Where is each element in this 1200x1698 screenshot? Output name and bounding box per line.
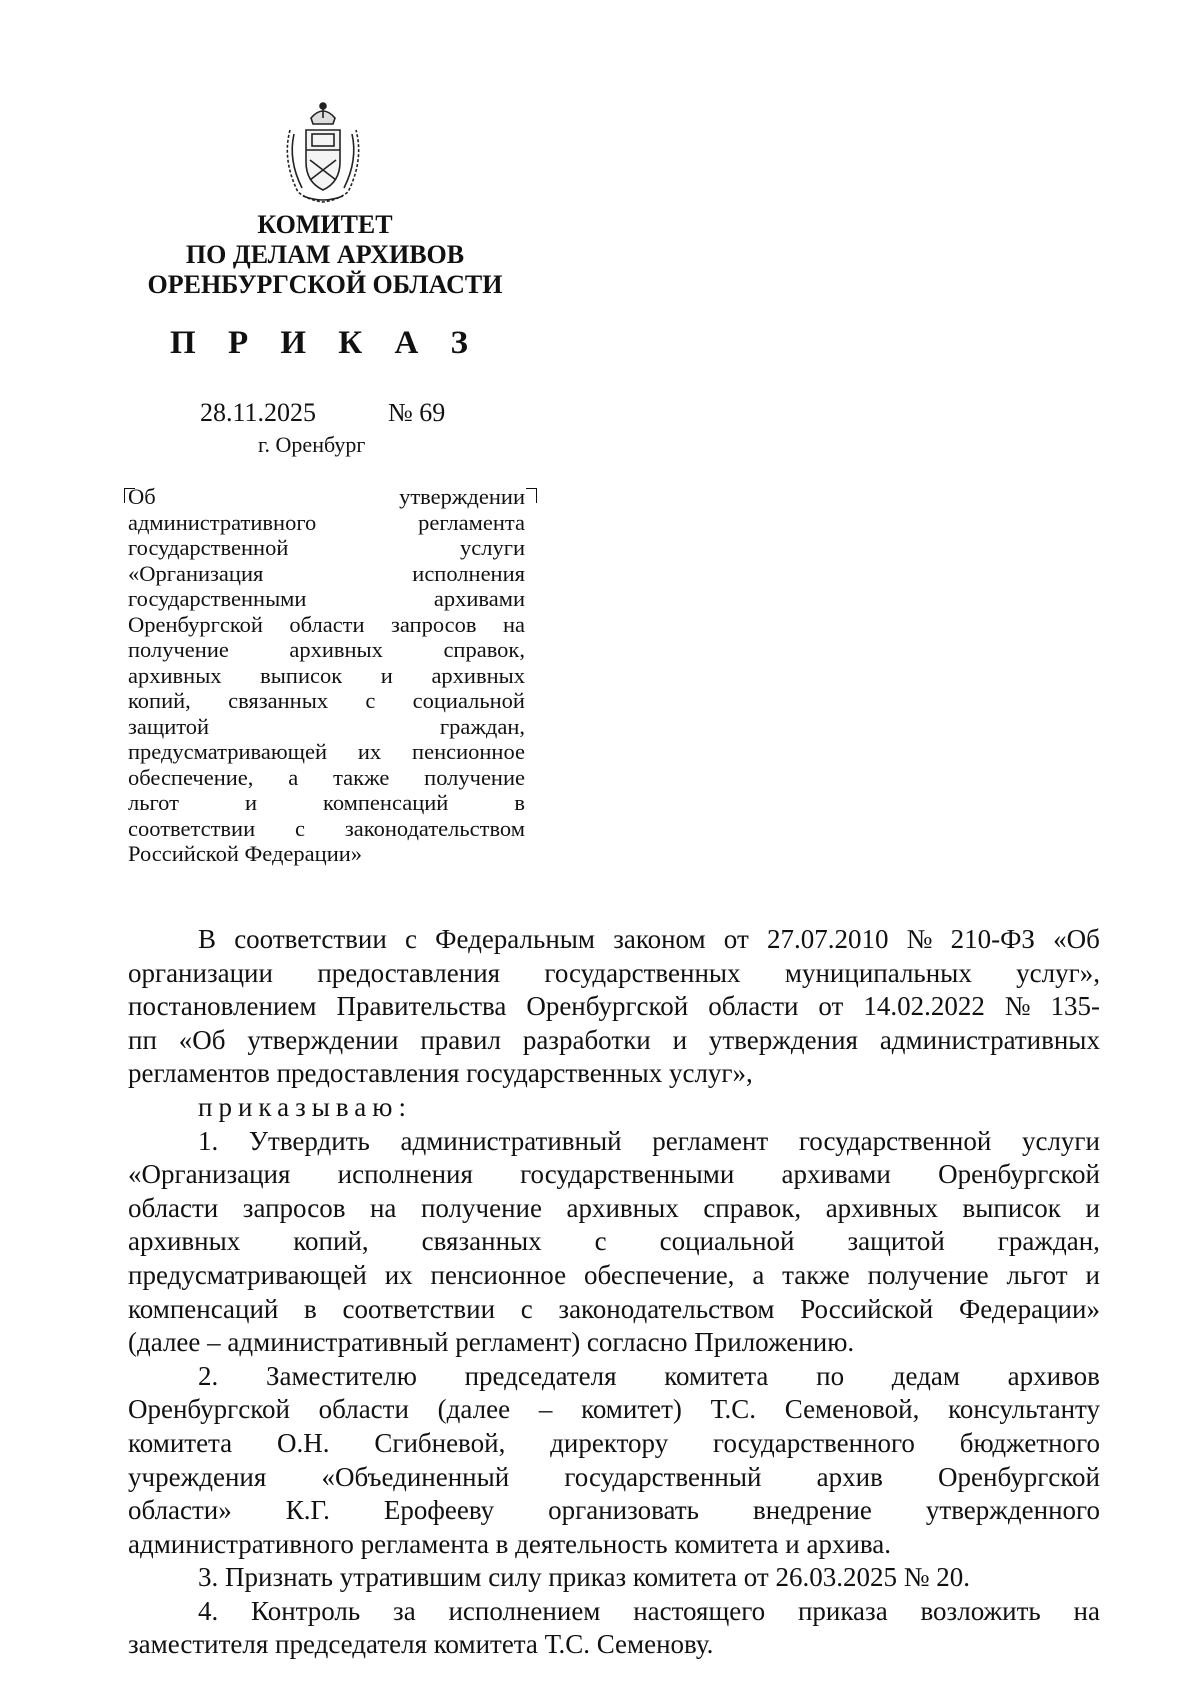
word: предусматривающей [128,739,328,764]
word: утверждении [399,484,525,509]
word: К.Г. [285,1495,330,1526]
word: получение [420,1192,542,1223]
word: государственной [128,535,289,560]
subject-bracket-right [526,488,537,503]
word: регламент [652,1125,769,1156]
word: 2. [198,1360,219,1391]
word: Оренбургской [938,1159,1100,1190]
word: 3. Признать утратившим силу приказ комитета от 26.03.2025 № 20. [198,1562,970,1593]
word: комитет) [581,1394,682,1425]
word: В [198,924,217,954]
body-line [128,1091,1100,1125]
body-line [128,1528,1100,1562]
word: законодательством [344,815,525,841]
word: обеспечение, [583,1259,735,1290]
word: архивных [128,1226,241,1257]
word: и [380,662,393,688]
word: Оренбургской [128,1394,290,1425]
word: их [384,1259,413,1290]
word: 1. [198,1125,219,1156]
subject-line [128,765,525,791]
word: области [318,1394,409,1425]
word: выписок [260,662,343,688]
word: административных [879,1024,1100,1055]
word: дедам [891,1360,960,1391]
word: за [393,1595,416,1626]
word: Сгибневой, [374,1427,506,1458]
word: пп [128,1024,157,1055]
word: комитета [128,1427,233,1458]
word: социальной [659,1226,795,1257]
coat-of-arms-icon [278,100,368,210]
org-line: КОМИТЕТ [257,210,393,239]
word: приказываю: [198,1091,412,1122]
word: (далее [437,1394,511,1425]
subject-line [128,739,525,765]
word: соответствии [342,1293,496,1324]
body-line [128,990,1100,1024]
word: О.Н. [277,1427,330,1458]
word: Федерации» [958,1293,1100,1324]
word: услуги [460,535,525,560]
word: льгот [1006,1259,1068,1290]
word: Ерофееву [383,1495,495,1526]
word: Федеральным [435,924,595,954]
word: защитой [128,713,210,739]
body-line [128,1192,1100,1226]
word: и [1085,1259,1100,1290]
word: административного регламента в деятельность комитета и архива. [128,1528,892,1559]
word: приказа [797,1595,888,1626]
word: с [365,688,376,713]
word: «Об [1053,924,1100,954]
word: консультанту [948,1394,1100,1425]
word: государственный [564,1461,762,1492]
word: Российской Федерации» [128,841,363,866]
word: исполнения [337,1159,473,1190]
word: от [818,991,844,1022]
body-line [128,1225,1100,1259]
word: архивных [566,1192,679,1223]
word: учреждения [128,1461,267,1492]
word: граждан, [439,713,525,739]
word: «Организация [128,1159,291,1190]
word: государственной [798,1125,992,1156]
word: получение [867,1259,989,1290]
word: получение [424,764,525,790]
body-line [128,1461,1100,1495]
body-line [128,1024,1100,1058]
word: предусматривающей [128,1259,367,1290]
body-line [128,1125,1100,1159]
word: компенсаций [323,790,449,815]
word: архивных [128,662,222,688]
word: также [782,1259,850,1290]
word: регламентов предоставления государственных услуг», [128,1058,753,1089]
body-line [128,1057,1100,1091]
body-line [128,923,1100,957]
body-line [128,1259,1100,1293]
word: копий, [293,1226,369,1257]
word: их [357,739,382,764]
word: в [514,790,525,815]
word: разработки [522,1024,651,1055]
word: связанных [421,1226,542,1257]
word: председателя [464,1360,617,1391]
subject-line [128,612,525,638]
word: правил [420,1024,501,1055]
subject-line [128,816,525,842]
word: также [333,764,390,790]
word: от [723,924,749,954]
word: 14.02.2022 [863,991,985,1022]
word: государственными [520,1159,735,1190]
word: «Об [178,1024,226,1055]
word: Семеновой, [784,1394,920,1425]
subject-line [128,841,525,867]
word: исполнением [448,1595,601,1626]
word: на [1073,1595,1100,1626]
word: муниципальных [784,957,972,988]
word: «Объединенный [321,1461,510,1492]
word: 135- [1050,991,1100,1022]
word: Заместителю [265,1360,417,1391]
word: запросов [390,611,477,637]
word: области» [128,1495,232,1526]
word: государственных [544,957,741,988]
order-number: № 69 [388,398,446,427]
body-line [128,1360,1100,1394]
body-line [128,1628,1100,1662]
word: директору [550,1427,669,1458]
word: № [1004,991,1031,1022]
word: утвержденного [925,1495,1100,1526]
word: административного [128,509,317,535]
order-body [128,923,1100,1662]
order-subject [128,484,525,867]
subject-line [128,790,525,816]
word: пенсионное [430,1259,567,1290]
word: утверждения [708,1024,858,1055]
word: компенсаций [128,1293,279,1324]
order-date: 28.11.2025 [200,398,317,427]
word: «Организация [128,560,264,586]
word: пенсионное [412,739,525,764]
word: по [816,1360,845,1391]
word: справок, [703,1192,802,1223]
subject-line [128,510,525,536]
word: комитета [664,1360,769,1391]
subject-line [128,637,525,663]
word: Утвердить [248,1125,370,1156]
body-line [128,1595,1100,1629]
word: получение [128,637,229,662]
body-line [128,1158,1100,1192]
body-line [128,1393,1100,1427]
word: № [906,924,933,954]
word: административный [400,1125,622,1156]
word: предоставления [317,957,501,988]
word: архивов [1007,1360,1100,1391]
word: связанных [228,688,329,713]
order-city: г. Оренбург [258,432,366,457]
word: Правительства [336,991,507,1022]
word: организовать [548,1495,699,1526]
word: 4. [198,1595,219,1626]
word: Оренбургской [128,611,263,637]
word: льгот [128,790,179,815]
subject-line [128,714,525,740]
word: защитой [847,1226,945,1257]
word: внедрение [752,1495,872,1526]
word: архивных [825,1192,938,1223]
subject-line [128,484,525,510]
word: архивами [433,586,525,611]
word: области [289,611,365,637]
word: обеспечение, [128,764,254,790]
word: справок, [443,637,525,662]
word: с [404,924,417,954]
word: 210-ФЗ [950,924,1035,954]
word: исполнения [412,560,525,586]
word: (далее – административный регламент) согласно Приложению. [128,1327,855,1358]
word: утверждении [247,1024,399,1055]
word: с [520,1293,533,1324]
word: запросов [242,1192,346,1223]
subject-line [128,663,525,689]
word: 27.07.2010 [766,924,889,954]
word: заместителя председателя комитета Т.С. Семенову. [128,1629,714,1660]
word: соответствии [234,924,387,954]
subject-line [128,688,525,714]
word: Оренбургской [938,1461,1100,1492]
body-line [128,1561,1100,1595]
org-line: ОРЕНБУРГСКОЙ ОБЛАСТИ [147,270,503,299]
subject-line [128,586,525,612]
word: – [538,1394,553,1425]
body-line [128,1494,1100,1528]
word: Т.С. [710,1394,756,1425]
word: архив [816,1461,883,1492]
body-line [128,1293,1100,1327]
word: архивных [289,637,383,662]
word: регламента [418,509,525,535]
body-line [128,957,1100,991]
word: государственного [713,1427,915,1458]
word: услуг», [1016,957,1100,988]
word: граждан, [997,1226,1100,1257]
word: и [244,790,258,815]
subject-line [128,535,525,561]
word: архивами [781,1159,891,1190]
word: на [502,611,525,637]
word: выписок [962,1192,1061,1223]
word: Российской [800,1293,934,1324]
word: бюджетного [959,1427,1100,1458]
word: на [369,1192,397,1223]
word: возложить [920,1595,1041,1626]
word: Об [128,484,156,509]
word: законодательством [558,1293,775,1324]
word: с [594,1226,607,1257]
word: Оренбургской [526,991,689,1022]
word: области [708,991,799,1022]
word: копий, [128,688,191,713]
word: настоящего [633,1595,766,1626]
word: и [672,1024,688,1055]
org-line: ПО ДЕЛАМ АРХИВОВ [185,240,465,269]
word: архивных [431,662,525,688]
organization-name [145,210,505,300]
word: законом [613,924,706,954]
word: в [304,1293,317,1324]
word: организации [128,957,273,988]
word: области [128,1192,219,1223]
subject-line [128,561,525,587]
word: и [1085,1192,1100,1223]
word: а [288,764,299,790]
word: Контроль [251,1595,361,1626]
body-line [128,1427,1100,1461]
word: а [752,1259,765,1290]
body-line [128,1326,1100,1360]
word: государственными [128,586,307,611]
word: соответствии [128,815,256,841]
word: с [295,815,306,841]
word: услуги [1021,1125,1100,1156]
word: социальной [412,688,525,713]
document-title: П Р И К А З [170,325,480,361]
word: постановлением [128,991,317,1022]
